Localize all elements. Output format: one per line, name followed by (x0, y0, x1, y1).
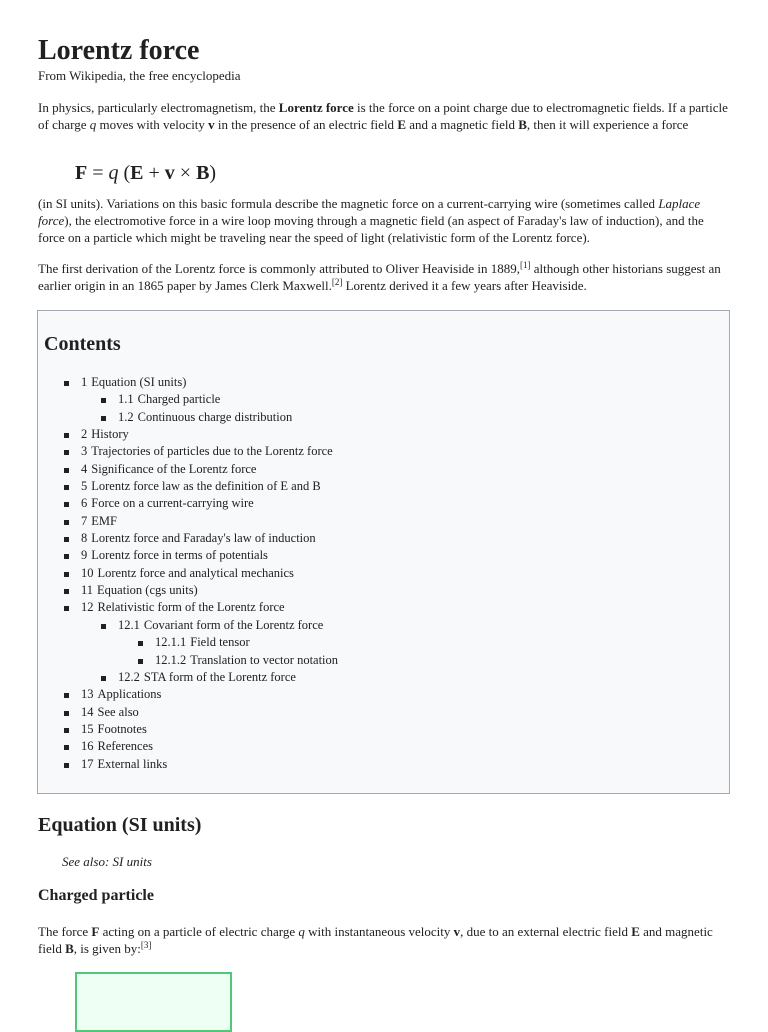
toc-item-label: Footnotes (97, 721, 147, 736)
bullet-icon (64, 554, 69, 559)
toc-item[interactable] (38, 704, 728, 721)
toc-item-label: Equation (cgs units) (97, 583, 198, 598)
toc-item-link[interactable] (81, 756, 167, 773)
intro-paragraph-1: In physics, particularly electromagnetism, the Lorentz force is the force on a point charge due to electromagnetic fields. If a particle of charge q moves with velocity v in the presence of an electric field E and a magnetic field B, then it will experience a force (38, 100, 728, 132)
intro-paragraph-2: (in SI units). Variations on this basic formula describe the magnetic force on a current-carrying wire (sometimes called Laplace force), the electromotive force in a wire loop moving through a magnetic field (an aspect of Faraday's law of induction), and the force on a particle which might be traveling near the speed of light (relativistic form of the Lorentz force). (38, 196, 704, 245)
toc-item-link[interactable] (81, 478, 321, 495)
bullet-icon (64, 468, 69, 473)
toc-item-number: 16 (81, 739, 94, 754)
toc-item-number: 10 (81, 565, 94, 580)
subsection-heading-charged-particle: Charged particle (38, 887, 154, 904)
toc-item-link[interactable] (81, 721, 147, 738)
toc-item-number: 7 (81, 513, 88, 528)
toc-item-label: See also (97, 704, 139, 719)
reference-link-3[interactable]: [3] (140, 940, 152, 950)
toc-item-label: Equation (SI units) (91, 375, 187, 389)
page-title: Lorentz force (38, 35, 200, 66)
toc-item-number: 15 (81, 721, 94, 736)
bullet-icon (64, 537, 69, 542)
toc-item-number: 12.1 (118, 617, 140, 632)
toc-item[interactable] (38, 374, 728, 391)
toc-item[interactable] (38, 547, 728, 564)
toc-item-number: 6 (81, 496, 88, 511)
bullet-icon (101, 624, 106, 629)
bullet-icon (64, 763, 69, 768)
reference-link-1[interactable]: [1] (519, 260, 531, 270)
toc-item[interactable] (38, 461, 728, 478)
toc-item-link[interactable] (118, 669, 296, 686)
bullet-icon (64, 485, 69, 490)
toc-item-label: External links (97, 756, 168, 771)
toc-item[interactable] (38, 426, 728, 443)
bullet-icon (64, 450, 69, 455)
bullet-icon (101, 676, 106, 681)
toc-item-number: 11 (81, 583, 94, 598)
formula-box (75, 972, 232, 1032)
bullet-icon (64, 572, 69, 577)
bullet-icon (64, 745, 69, 750)
toc-item-link[interactable] (81, 738, 153, 755)
toc-item-link[interactable] (81, 374, 186, 391)
bullet-icon (64, 381, 69, 386)
toc-item[interactable] (38, 617, 728, 634)
toc-item-link[interactable] (81, 565, 294, 582)
toc-item[interactable] (38, 478, 728, 495)
intro-paragraph-3: The first derivation of the Lorentz force is commonly attributed to Oliver Heaviside in 1889,[1] although other historians suggest an earlier origin in an 1865 paper by James Clerk Maxwell.[2] Lorentz derived it a few years after Heaviside. (38, 260, 721, 293)
bullet-icon (101, 398, 106, 403)
toc-item[interactable] (38, 443, 728, 460)
toc-item-number: 3 (81, 444, 88, 459)
bold-term: Lorentz force (278, 100, 354, 115)
toc-item-label: Applications (97, 687, 162, 702)
bullet-icon (64, 606, 69, 611)
toc-item-link[interactable] (155, 652, 338, 669)
toc-item-number: 9 (81, 548, 88, 563)
toc-item[interactable] (38, 530, 728, 547)
toc-item[interactable] (38, 409, 728, 426)
toc-item-label: Lorentz force and analytical mechanics (97, 565, 294, 580)
bullet-icon (64, 589, 69, 594)
toc-item-label: Covariant form of the Lorentz force (143, 617, 324, 632)
toc-item-link[interactable] (81, 599, 285, 616)
toc-item-label: Lorentz force in terms of potentials (91, 548, 268, 563)
bullet-icon (64, 728, 69, 733)
toc-item-link[interactable] (81, 495, 254, 512)
toc-item-label: Relativistic form of the Lorentz force (97, 600, 285, 615)
toc-item[interactable] (38, 599, 728, 616)
toc-item-number: 1 (81, 375, 88, 389)
bullet-icon (64, 502, 69, 507)
toc-item-link[interactable] (81, 513, 117, 530)
toc-item-label: Lorentz force law as the definition of E and B (91, 479, 321, 494)
toc-item-number: 2 (81, 427, 88, 442)
toc-item-label: STA form of the Lorentz force (143, 669, 296, 684)
toc-item-link[interactable] (81, 530, 316, 547)
reference-link-2[interactable]: [2] (331, 277, 343, 287)
toc-item-link[interactable] (118, 409, 292, 426)
bullet-icon (64, 693, 69, 698)
toc-item-label: Translation to vector notation (190, 652, 339, 667)
bullet-icon (138, 641, 143, 646)
toc-item-number: 5 (81, 479, 88, 494)
bullet-icon (101, 416, 106, 421)
bullet-icon (138, 659, 143, 664)
site-tagline: From Wikipedia, the free encyclopedia (38, 68, 241, 83)
toc-item-label: Lorentz force and Faraday's law of induction (91, 531, 316, 546)
toc-item[interactable] (38, 669, 728, 686)
toc-item-number: 13 (81, 687, 94, 702)
toc-item-link[interactable] (81, 426, 129, 443)
toc-item-number: 12.2 (118, 669, 140, 684)
toc-item[interactable] (38, 565, 728, 582)
toc-item-label: Trajectories of particles due to the Lorentz force (91, 444, 333, 459)
toc-item[interactable] (38, 391, 728, 408)
section-heading-equation: Equation (SI units) (38, 814, 202, 836)
toc-item-label: History (91, 427, 129, 442)
bullet-icon (64, 711, 69, 716)
si-units-link[interactable]: SI units (112, 854, 152, 869)
toc-item-link[interactable] (81, 582, 198, 599)
toc-item-number: 17 (81, 756, 94, 771)
toc-item-link[interactable] (81, 704, 139, 721)
toc-item-label: EMF (91, 513, 117, 528)
toc-item-number: 14 (81, 704, 94, 719)
toc-item-number: 1.2 (118, 409, 134, 424)
toc-item-label: Charged particle (137, 392, 221, 407)
toc-item[interactable] (38, 686, 728, 703)
toc-item[interactable] (38, 513, 728, 530)
toc-item-number: 4 (81, 461, 88, 476)
bullet-icon (64, 520, 69, 525)
laplace-force-link[interactable]: Laplace force (38, 196, 701, 228)
hatnote: See also: SI units (62, 854, 152, 869)
toc-item[interactable] (38, 652, 728, 669)
table-of-contents (37, 310, 730, 794)
charged-particle-paragraph: The force F acting on a particle of electric charge q with instantaneous velocity v, due to an external electric field E and magnetic field B, is given by:[3] (38, 924, 713, 956)
toc-item[interactable] (38, 634, 728, 651)
toc-item-link[interactable] (81, 443, 333, 460)
toc-item-link[interactable] (81, 686, 161, 703)
toc-item-label: Continuous charge distribution (137, 409, 293, 424)
toc-item-label: References (97, 739, 154, 754)
toc-item[interactable] (38, 582, 728, 599)
toc-item[interactable] (38, 721, 728, 738)
toc-item-link[interactable] (118, 391, 220, 408)
toc-title: Contents (44, 333, 121, 355)
bullet-icon (64, 433, 69, 438)
toc-item-number: 12.1.2 (155, 652, 187, 667)
toc-item-number: 12 (81, 600, 94, 615)
toc-item-link[interactable] (155, 634, 250, 651)
lorentz-formula: F = q (E + v × B) (75, 162, 217, 184)
toc-item[interactable] (38, 495, 728, 512)
toc-item-label: Field tensor (190, 635, 250, 650)
toc-item[interactable] (38, 756, 728, 773)
toc-item-number: 8 (81, 531, 88, 546)
toc-item-label: Force on a current-carrying wire (91, 496, 254, 511)
toc-item-link[interactable] (81, 547, 268, 564)
toc-item-number: 1.1 (118, 392, 134, 407)
toc-item-label: Significance of the Lorentz force (91, 461, 257, 476)
toc-item[interactable] (38, 738, 728, 755)
toc-item-link[interactable] (118, 617, 323, 634)
toc-list (38, 374, 728, 773)
toc-item-link[interactable] (81, 461, 256, 478)
toc-item-number: 12.1.1 (155, 635, 187, 650)
